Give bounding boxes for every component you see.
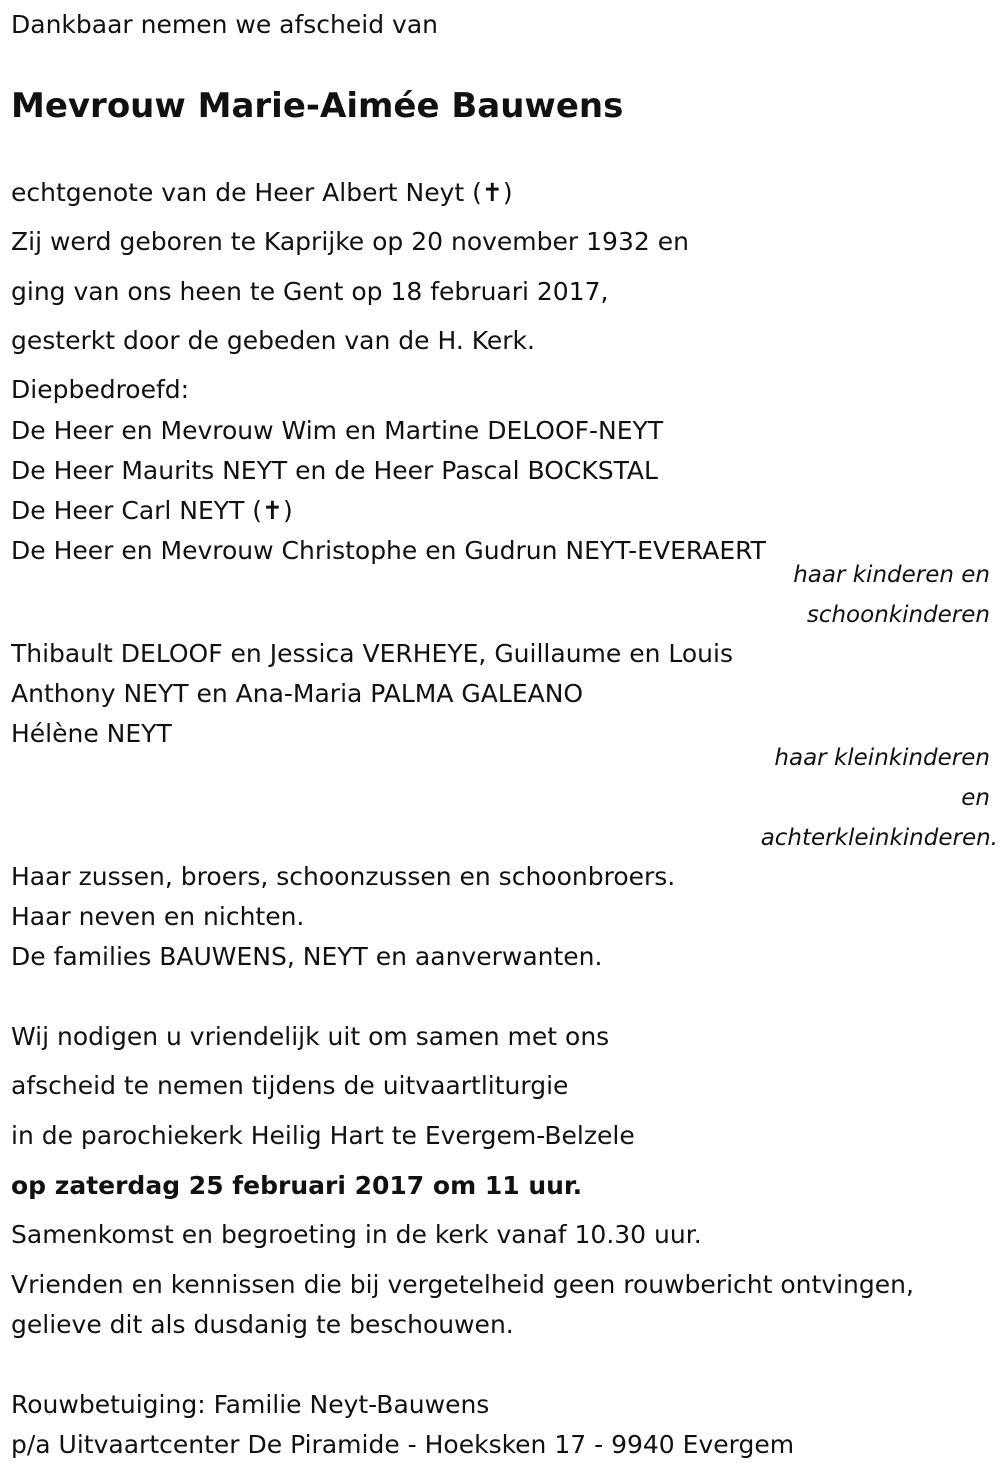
child-line: De Heer en Mevrouw Christophe en Gudrun NEYT-EVERAERT	[11, 536, 766, 565]
notice-line: gelieve dit als dusdanig te beschouwen.	[11, 1310, 514, 1339]
grandchild-line: Hélène NEYT	[11, 719, 172, 748]
service-date: op zaterdag 25 februari 2017 om 11 uur.	[11, 1171, 583, 1200]
child-line: De Heer Carl NEYT (✝)	[11, 496, 293, 525]
relatives-line: Haar zussen, broers, schoonzussen en schoonbroers.	[11, 862, 676, 891]
grandchildren-caption: en	[961, 785, 990, 811]
bio-line: gesterkt door de gebeden van de H. Kerk.	[11, 326, 535, 355]
grandchildren-caption: haar kleinkinderen	[774, 745, 990, 771]
child-line: De Heer en Mevrouw Wim en Martine DELOOF-NEYT	[11, 416, 664, 445]
invitation-line: Wij nodigen u vriendelijk uit om samen met ons	[11, 1022, 610, 1051]
invitation-line: afscheid te nemen tijdens de uitvaartliturgie	[11, 1071, 569, 1100]
gathering-line: Samenkomst en begroeting in de kerk vanaf 10.30 uur.	[11, 1220, 702, 1249]
mourners-label: Diepbedroefd:	[11, 375, 190, 404]
bio-line: echtgenote van de Heer Albert Neyt (✝)	[11, 178, 513, 207]
bio-line: Zij werd geboren te Kaprijke op 20 november 1932 en	[11, 227, 689, 256]
relatives-line: Haar neven en nichten.	[11, 902, 305, 931]
invitation-line: in de parochiekerk Heilig Hart te Evergem-Belzele	[11, 1121, 635, 1150]
children-caption: schoonkinderen	[806, 602, 990, 628]
grandchild-line: Anthony NEYT en Ana-Maria PALMA GALEANO	[11, 679, 584, 708]
bio-line: ging van ons heen te Gent op 18 februari 2017,	[11, 277, 609, 306]
deceased-name: Mevrouw Marie-Aimée Bauwens	[11, 86, 624, 126]
child-line: De Heer Maurits NEYT en de Heer Pascal BOCKSTAL	[11, 456, 658, 485]
grandchildren-caption: achterkleinkinderen.	[760, 825, 998, 851]
condolences-line: Rouwbetuiging: Familie Neyt-Bauwens	[11, 1390, 490, 1419]
children-caption: haar kinderen en	[793, 562, 990, 588]
grandchild-line: Thibault DELOOF en Jessica VERHEYE, Guillaume en Louis	[11, 639, 733, 668]
intro-line: Dankbaar nemen we afscheid van	[11, 10, 438, 39]
condolences-address: p/a Uitvaartcenter De Piramide - Hoeksken 17 - 9940 Evergem	[11, 1430, 795, 1459]
relatives-line: De families BAUWENS, NEYT en aanverwanten.	[11, 942, 603, 971]
notice-line: Vrienden en kennissen die bij vergetelheid geen rouwbericht ontvingen,	[11, 1270, 914, 1299]
